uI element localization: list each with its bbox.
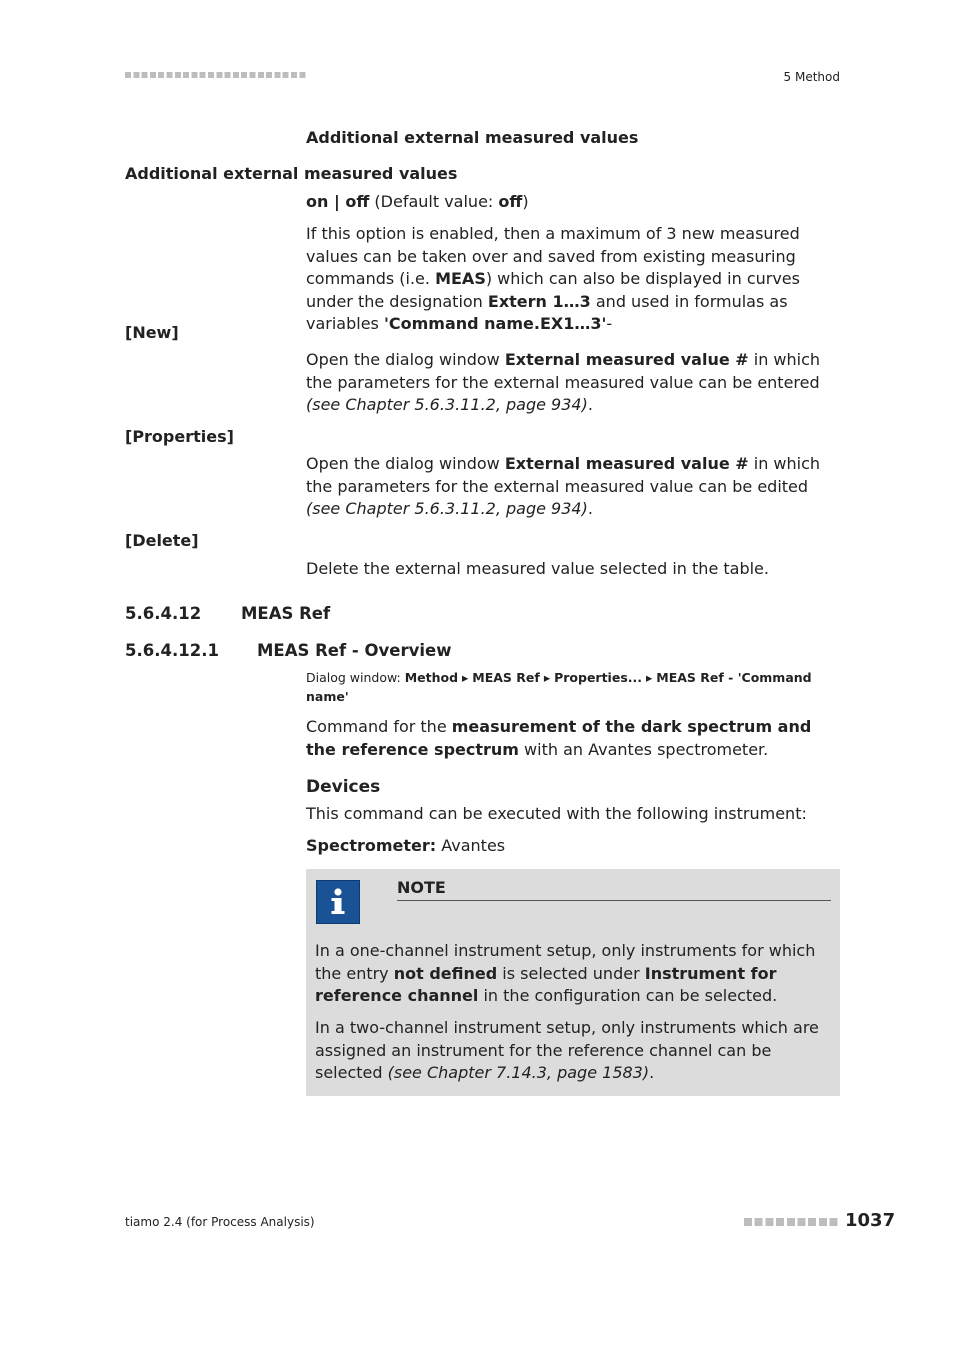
running-header-chapter: 5 Method — [783, 70, 840, 84]
page-number: 1037 — [845, 1210, 896, 1231]
dialog-path: Dialog window: Method ▸ MEAS Ref ▸ Properties... ▸ MEAS Ref - 'Command name' — [306, 670, 812, 704]
devices-instrument: Spectrometer: Avantes — [306, 836, 506, 855]
devices-text: This command can be executed with the following instrument: — [306, 804, 807, 823]
command-intro: Command for the measurement of the dark spectrum and the reference spectrum with an Avantes spectrometer. — [306, 717, 812, 759]
header-decoration — [125, 70, 307, 80]
parameter-description: If this option is enabled, then a maximum of 3 new measured values can be taken over and saved from existing measuring commands (i.e. MEAS) which can also be displayed in curves under the designation Extern 1…3 and used in formulas as variables 'Command name.EX1…3'- — [306, 224, 800, 333]
section-title: MEAS Ref — [241, 604, 331, 623]
footer-product: tiamo 2.4 (for Process Analysis) — [125, 1215, 315, 1229]
delete-button-description: Delete the external measured value selected in the table. — [306, 559, 769, 578]
parameter-label: Additional external measured values — [125, 164, 458, 183]
delete-button-label: [Delete] — [125, 531, 199, 550]
note-title: NOTE — [397, 878, 446, 897]
note-box — [306, 869, 840, 1096]
subsection-number: 5.6.4.12.1 — [125, 641, 219, 660]
parameter-group-title: Additional external measured values — [306, 128, 639, 147]
new-button-description: Open the dialog window External measured value # in which the parameters for the external measured value can be entered (see Chapter 5.6.3.11.2, page 934). — [306, 350, 821, 414]
properties-button-description: Open the dialog window External measured value # in which the parameters for the external measured value can be edited (see Chapter 5.6.3.11.2, page 934). — [306, 454, 821, 518]
info-icon — [316, 880, 360, 924]
section-number: 5.6.4.12 — [125, 604, 202, 623]
new-button-label: [New] — [125, 323, 179, 342]
properties-button-label: [Properties] — [125, 427, 234, 446]
parameter-values: on | off (Default value: off) — [306, 192, 529, 211]
devices-heading: Devices — [306, 777, 381, 797]
note-paragraph-2: In a two-channel instrument setup, only instruments which are assigned an instrument for the reference channel can be selected (see Chapter 7.14.3, page 1583). — [315, 1018, 819, 1082]
footer-decoration — [744, 1218, 840, 1226]
subsection-title: MEAS Ref - Overview — [257, 641, 452, 660]
note-divider — [397, 900, 831, 901]
note-paragraph-1: In a one-channel instrument setup, only instruments for which the entry not defined is selected under Instrument for reference channel in the configuration can be selected. — [315, 941, 816, 1005]
